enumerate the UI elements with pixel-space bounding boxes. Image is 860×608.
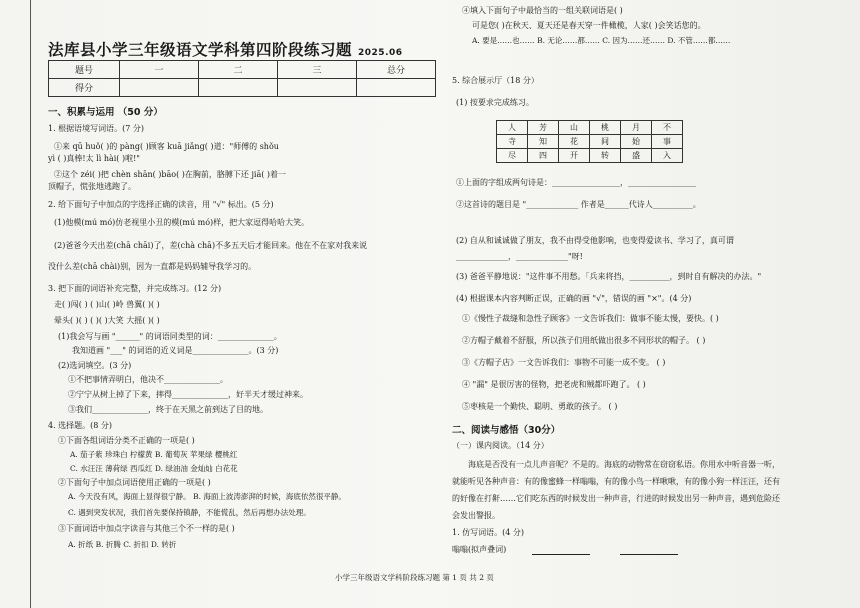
grid-cell: 入 [652,149,683,163]
question-3-line: (1)我会写与画 "______" 的词语同类型的词：______________。 [58,332,282,341]
question-3: 3. 把下面的词语补充完整，并完成练习。(12 分) [48,284,222,293]
grid-cell: 寺 [497,135,528,149]
question-3-line: ①不把事情弄明白，他决不______________。 [68,375,228,384]
grid-cell: 事 [652,135,683,149]
score-cell [199,79,278,97]
question-5: 5. 综合展示厅（18 分） [452,76,539,85]
question-4-option: A. 要是……也…… B. 无论……都…… C. 因为……还…… D. 不管……都…… [472,36,731,45]
score-header: 三 [278,61,357,79]
question-5-line: (2) 自从和诚诚做了朋友，我不由得受他影响，也变得爱读书、学习了，真可谓 [456,236,734,245]
grid-cell: 转 [590,149,621,163]
score-cell [357,79,436,97]
score-table [48,60,436,97]
reading-question-line: 嗡嗡(拟声叠词) [452,545,678,555]
question-3-line: ②宁宁从树上掉了下来，摔得______________，好半天才缓过神来。 [68,390,308,399]
question-4-option: A. 今天没有风，海面上显得很宁静。 B. 海面上波涛澎湃的时候，海底依然很平静。 [68,492,346,501]
question-5-line: (3) 爸爸平静地说："这件事不用愁。「兵来将挡，__________，到时自有解决的办法。" [456,272,762,281]
reading-question: 1. 仿写词语。(4 分) [452,528,525,537]
question-1-line: yì ( )真棒!太 lì hài( )啦!" [48,154,140,163]
score-cell [120,79,199,97]
passage-line: 会发出警报。 [452,511,500,520]
question-2-line: (2)爸爸今天出差(chā chāi)了，差(chà chā)不多五天后才能回来。他在不在家对我来说 [54,241,368,250]
grid-cell: 知 [528,135,559,149]
grid-cell: 花 [559,135,590,149]
true-false-item: ③《方帽子店》一文告诉我们：事物不可能一成不变。 ( ) [462,358,666,367]
passage-line: 的好像在打鼾……它们吃东西的时候发出一种声音，行进的时候发出另一种声音，遇到危险还 [452,494,780,503]
score-cell [278,79,357,97]
section-2-heading: 二、阅读与感悟（30分） [452,425,561,436]
score-header: 一 [120,61,199,79]
answer-blank [532,546,590,555]
grid-cell: 桃 [590,121,621,135]
question-1-line: 顶帽子，慌张地逃跑了。 [48,182,136,191]
score-header: 总分 [357,61,436,79]
poem-character-grid [496,120,683,163]
grid-cell: 山 [559,121,590,135]
question-2-line: 没什么差(chā chài)别，因为一直都是妈妈辅导我学习的。 [48,262,257,271]
question-1-line: ①来 qū huǒ( )的 pàng( )顾客 kuā jiǎng( )道："师傅的 shǒu [54,142,279,151]
grid-cell: 尽 [497,149,528,163]
question-4-line: 可是您( )在秋天、夏天还是春天穿一件橄榄，人家( )会笑话您的。 [472,21,706,30]
question-4-line: ④填入下面句子中最恰当的一组关联词语是( ) [462,6,623,15]
question-5-line: ②这首诗的题目是 "_____________ 作者是______代诗人__________。 [456,200,701,209]
subsection-heading: （一）课内阅读。（14 分） [452,441,549,450]
score-header: 二 [199,61,278,79]
grid-cell: 月 [621,121,652,135]
grid-cell: 芳 [528,121,559,135]
question-3-line: ③我们______________，终于在天黑之前到达了目的地。 [68,405,268,414]
grid-cell: 四 [528,149,559,163]
passage-line: 海底是否没有一点儿声音呢？不是的。海底的动物常在窃窃私语。你用水中听音器一听， [468,460,780,469]
page-footer: 小学三年级语文学科阶段练习题 第 1 页 共 2 页 [335,573,494,582]
grid-cell: 开 [559,149,590,163]
question-5-line: (1) 按要求完成练习。 [456,98,534,107]
true-false-item: ②方帽子戴着不舒服，所以孩子们用纸做出很多不同形状的帽子。 ( ) [462,336,706,345]
question-3-row: 晕头( )( ) ( )( )大笑 大摇( )( ) [54,316,160,325]
question-1: 1. 根据语境写词语。(7 分) [48,124,145,133]
grid-cell: 盛 [621,149,652,163]
question-3-line: (2)选词填空。(3 分) [58,361,132,370]
passage-line: 就能听见各种声音：有的像蜜蜂一样嗡嗡，有的像小鸟一样啾啾，有的像小狗一样汪汪，还有 [452,477,780,486]
question-2: 2. 给下面句子中加点的字选择正确的读音，用 "√" 标出。(5 分) [48,200,274,209]
grid-cell: 始 [621,135,652,149]
question-3-line: 我知道画 "___" 的词语的近义词是______________。(3 分) [72,346,279,355]
question-4-line: ①下面各组词语分类不正确的一项是( ) [58,436,195,445]
score-row-label: 得分 [49,79,120,97]
question-5-line: _____________，_____________"呀! [456,252,583,261]
question-5-line: ①上面的字组成两句诗是：_________________，_________________ [456,178,696,187]
true-false-item: ①《慢性子裁缝和急性子顾客》一文告诉我们：做事不能太慢，要快。( ) [462,314,719,323]
question-2-line: (1)他模(mú mó)仿老视里小丑的模(mú mó)样，把大家逗得哈哈大笑。 [54,218,310,227]
question-4-option: C. 遇到突发状况，我们首先要保持镇静，不能慌乱，然后再想办法处理。 [68,508,311,517]
grid-cell: 人 [497,121,528,135]
question-4-option: A. 折纸 B. 折腾 C. 折扣 D. 转折 [68,540,177,549]
question-4-option: A. 茄子紫 珍珠白 柠檬黄 B. 葡萄灰 苹果绿 樱桃红 [70,450,238,459]
grid-cell: 间 [590,135,621,149]
question-1-line: ②这个 zéi( )把 chèn shān( )bāo( )在胸前，胳膊下还 jiā( )着一 [54,170,287,179]
true-false-item: ⑤枣核是一个勤快、聪明、勇敢的孩子。 ( ) [462,402,618,411]
section-1-heading: 一、积累与运用 （50 分） [48,107,163,118]
score-header: 题号 [49,61,120,79]
question-4: 4. 选择题。(8 分) [48,421,113,430]
true-false-item: ④ "漏" 是很厉害的怪物，把老虎和贼都吓跑了。 ( ) [462,380,646,389]
exam-title: 法库县小学三年级语文学科第四阶段练习题 2025.06 [48,41,403,59]
answer-blank [620,546,678,555]
question-5-line: (4) 根据课本内容判断正误，正确的画 "√"，错误的画 "×"。(4 分) [456,294,692,303]
question-4-option: C. 水汪汪 薄荷绿 西瓜红 D. 绿油油 金灿灿 白花花 [70,464,238,473]
question-4-line: ③下面词语中加点字读音与其他三个不一样的是( ) [58,524,235,533]
question-3-row: 走( )闯( ) ( )山( )岭 兽翼( )( ) [54,300,160,309]
exam-year: 2025.06 [358,48,403,58]
question-4-line: ②下面句子中加点词语使用正确的一项是( ) [58,478,211,487]
grid-cell: 不 [652,121,683,135]
binding-line [30,0,31,608]
